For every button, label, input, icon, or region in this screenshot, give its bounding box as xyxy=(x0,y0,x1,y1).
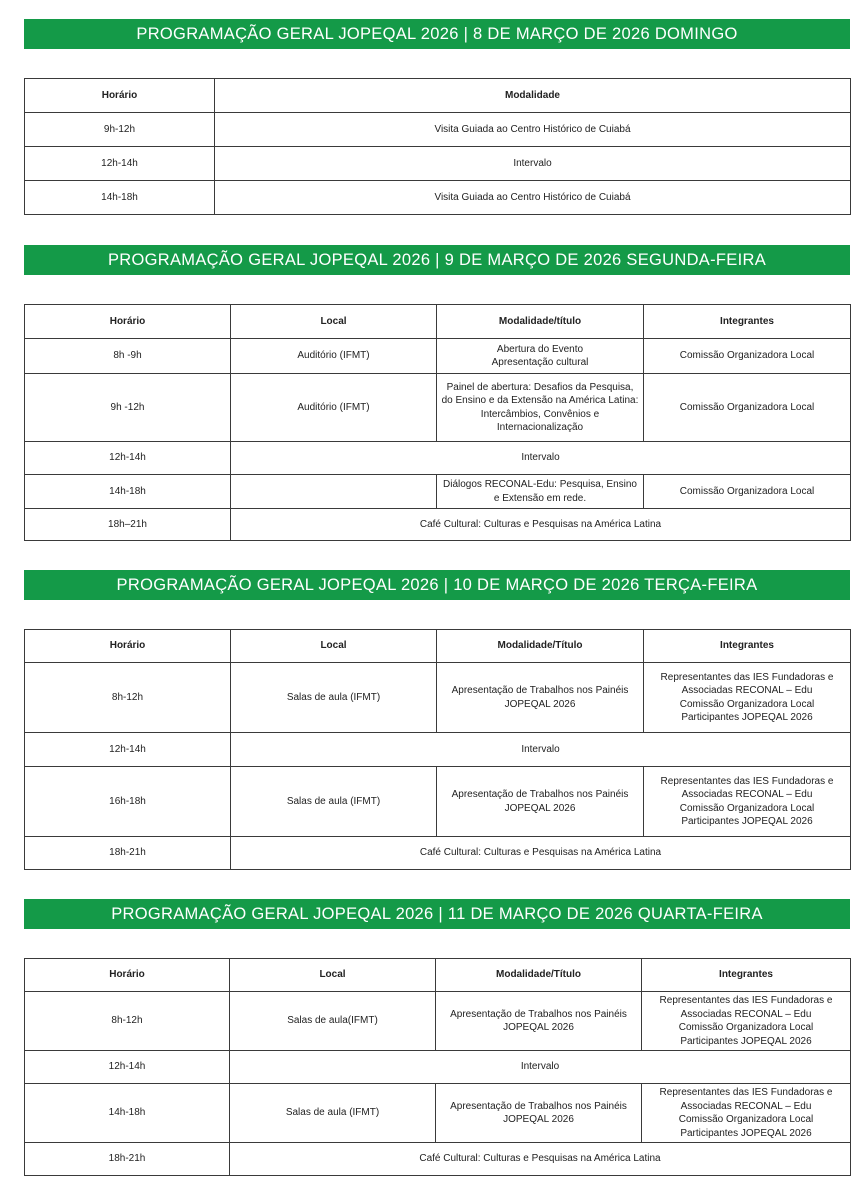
header-modalidade: Modalidade xyxy=(215,79,851,113)
cell-modalidade: Visita Guiada ao Centro Histórico de Cuiabá xyxy=(215,113,851,147)
cell-merged: Café Cultural: Culturas e Pesquisas na América Latina xyxy=(231,837,851,870)
cell-integrantes: Representantes das IES Fundadoras e Associadas RECONAL – Edu Comissão Organizadora Local Participantes JOPEQAL 2026 xyxy=(644,663,851,733)
cell-local: Auditório (IFMT) xyxy=(231,374,437,442)
header-horario: Horário xyxy=(25,79,215,113)
cell-horario: 16h-18h xyxy=(25,767,231,837)
cell-horario: 8h-12h xyxy=(25,663,231,733)
cell-local: Auditório (IFMT) xyxy=(231,339,437,374)
table-row xyxy=(25,992,851,1051)
cell-integrantes: Representantes das IES Fundadoras e Associadas RECONAL – Edu Comissão Organizadora Local Participantes JOPEQAL 2026 xyxy=(642,1084,851,1143)
header-horario: Horário xyxy=(25,630,231,663)
cell-horario: 18h-21h xyxy=(25,1143,230,1176)
table-row xyxy=(25,837,851,870)
table-row xyxy=(25,733,851,767)
cell-horario: 14h-18h xyxy=(25,1084,230,1143)
table-row xyxy=(25,767,851,837)
header-local: Local xyxy=(231,630,437,663)
cell-horario: 18h-21h xyxy=(25,837,231,870)
cell-merged: Café Cultural: Culturas e Pesquisas na América Latina xyxy=(231,509,851,541)
table-row xyxy=(25,181,851,215)
header-modalidade: Modalidade/título xyxy=(437,305,644,339)
table-row xyxy=(25,147,851,181)
cell-local: Salas de aula (IFMT) xyxy=(231,767,437,837)
table-header-row xyxy=(25,959,851,992)
cell-local: Salas de aula (IFMT) xyxy=(230,1084,436,1143)
header-integrantes: Integrantes xyxy=(644,305,851,339)
cell-integrantes: Comissão Organizadora Local xyxy=(644,374,851,442)
cell-integrantes: Representantes das IES Fundadoras e Associadas RECONAL – Edu Comissão Organizadora Local Participantes JOPEQAL 2026 xyxy=(642,992,851,1051)
cell-horario: 12h-14h xyxy=(25,1051,230,1084)
table-header-row xyxy=(25,305,851,339)
cell-horario: 12h-14h xyxy=(25,733,231,767)
table-row xyxy=(25,663,851,733)
table-header-row xyxy=(25,79,851,113)
day2-schedule-table xyxy=(24,304,851,541)
day4-title-banner: PROGRAMAÇÃO GERAL JOPEQAL 2026 | 11 DE MARÇO DE 2026 QUARTA-FEIRA xyxy=(24,899,850,929)
table-row xyxy=(25,442,851,475)
cell-modalidade: Apresentação de Trabalhos nos Painéis JOPEQAL 2026 xyxy=(437,663,644,733)
cell-horario: 9h-12h xyxy=(25,113,215,147)
cell-integrantes: Comissão Organizadora Local xyxy=(644,339,851,374)
table-row xyxy=(25,113,851,147)
cell-merged: Intervalo xyxy=(231,733,851,767)
header-local: Local xyxy=(231,305,437,339)
cell-horario: 8h -9h xyxy=(25,339,231,374)
table-row xyxy=(25,509,851,541)
cell-merged: Intervalo xyxy=(230,1051,851,1084)
day1-title-banner: PROGRAMAÇÃO GERAL JOPEQAL 2026 | 8 DE MARÇO DE 2026 DOMINGO xyxy=(24,19,850,49)
cell-merged: Intervalo xyxy=(231,442,851,475)
cell-modalidade: Painel de abertura: Desafios da Pesquisa, do Ensino e da Extensão na América Latina: Intercâmbios, Convênios e Internacionalização xyxy=(437,374,644,442)
header-integrantes: Integrantes xyxy=(644,630,851,663)
table-row xyxy=(25,374,851,442)
header-local: Local xyxy=(230,959,436,992)
cell-modalidade: Apresentação de Trabalhos nos Painéis JOPEQAL 2026 xyxy=(437,767,644,837)
cell-local: Salas de aula(IFMT) xyxy=(230,992,436,1051)
day2-title-banner: PROGRAMAÇÃO GERAL JOPEQAL 2026 | 9 DE MARÇO DE 2026 SEGUNDA-FEIRA xyxy=(24,245,850,275)
cell-integrantes: Comissão Organizadora Local xyxy=(644,475,851,509)
header-integrantes: Integrantes xyxy=(642,959,851,992)
cell-merged: Café Cultural: Culturas e Pesquisas na América Latina xyxy=(230,1143,851,1176)
header-modalidade: Modalidade/Título xyxy=(437,630,644,663)
table-row xyxy=(25,1084,851,1143)
table-row xyxy=(25,1143,851,1176)
cell-modalidade: Diálogos RECONAL-Edu: Pesquisa, Ensino e Extensão em rede. xyxy=(437,475,644,509)
cell-integrantes: Representantes das IES Fundadoras e Associadas RECONAL – Edu Comissão Organizadora Local Participantes JOPEQAL 2026 xyxy=(644,767,851,837)
cell-local: Salas de aula (IFMT) xyxy=(231,663,437,733)
cell-modalidade: Intervalo xyxy=(215,147,851,181)
table-row xyxy=(25,339,851,374)
table-row xyxy=(25,1051,851,1084)
day4-schedule-table xyxy=(24,958,851,1176)
cell-modalidade: Apresentação de Trabalhos nos Painéis JOPEQAL 2026 xyxy=(436,992,642,1051)
cell-horario: 14h-18h xyxy=(25,475,231,509)
header-horario: Horário xyxy=(25,305,231,339)
cell-horario: 14h-18h xyxy=(25,181,215,215)
cell-horario: 18h–21h xyxy=(25,509,231,541)
cell-horario: 9h -12h xyxy=(25,374,231,442)
cell-horario: 8h-12h xyxy=(25,992,230,1051)
cell-horario: 12h-14h xyxy=(25,147,215,181)
day3-schedule-table xyxy=(24,629,851,870)
table-header-row xyxy=(25,630,851,663)
cell-modalidade: Abertura do Evento Apresentação cultural xyxy=(437,339,644,374)
day1-schedule-table xyxy=(24,78,851,215)
header-horario: Horário xyxy=(25,959,230,992)
day3-title-banner: PROGRAMAÇÃO GERAL JOPEQAL 2026 | 10 DE MARÇO DE 2026 TERÇA-FEIRA xyxy=(24,570,850,600)
cell-horario: 12h-14h xyxy=(25,442,231,475)
table-row xyxy=(25,475,851,509)
cell-modalidade: Visita Guiada ao Centro Histórico de Cuiabá xyxy=(215,181,851,215)
header-modalidade: Modalidade/Título xyxy=(436,959,642,992)
cell-modalidade: Apresentação de Trabalhos nos Painéis JOPEQAL 2026 xyxy=(436,1084,642,1143)
cell-local xyxy=(231,475,437,509)
